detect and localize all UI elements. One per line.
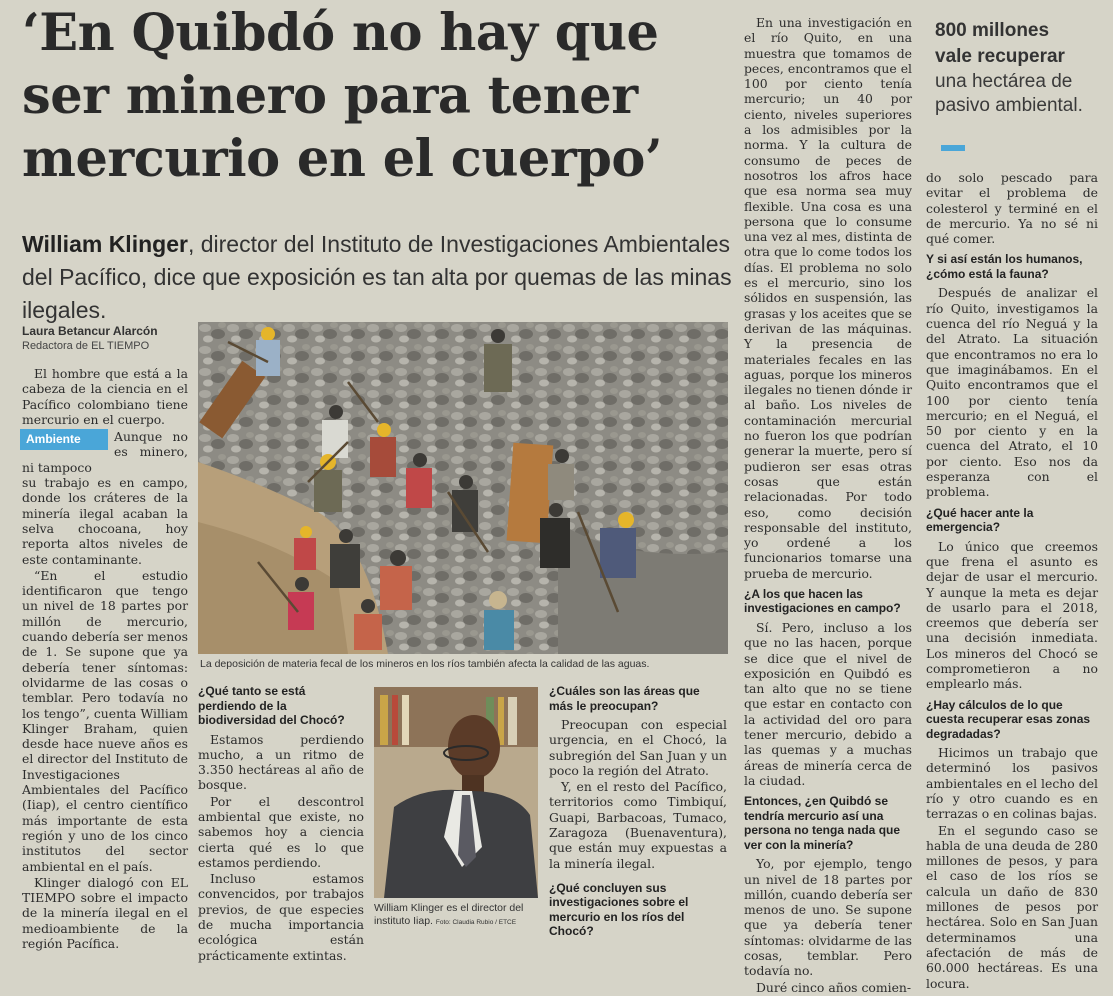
col4-answer-4: Duré cinco años comien-: [756, 979, 912, 995]
column-5: [926, 170, 1098, 992]
question-areas: ¿Cuáles son las áreas que más le preocupan?: [549, 684, 700, 713]
deck-text: , director del Instituto de Investigaciones Ambientales del Pacífico, dice que exposición es tan alta por quemas de las minas ilegales.: [22, 231, 732, 323]
col1-paragraph-1a: El hombre que está a la cabeza de la ciencia en el Pacífico colombiano tiene mercurio en el cuerpo.: [22, 366, 188, 427]
headline: [22, 2, 732, 191]
portrait-caption: [374, 902, 542, 929]
stat-accent-bar: [941, 145, 965, 151]
question-biodiversity: ¿Qué tanto se está perdiendo de la biodiversidad del Chocó?: [198, 684, 345, 727]
headline-line-2: ser minero para tener: [22, 66, 638, 126]
miners-photo-graphic: [198, 322, 728, 654]
column-2: [198, 684, 364, 964]
deck-name: William Klinger: [22, 231, 188, 257]
question-mercury-rivers: ¿Qué concluyen sus investigaciones sobre el mercurio en los ríos del Chocó?: [549, 880, 689, 939]
col2-answer-1: Estamos perdiendo mucho, a un ritmo de 3.350 hectáreas al año de bosque.: [198, 731, 364, 793]
portrait-credit: Foto: Claudia Rubio / ETCE: [435, 919, 517, 926]
question-field-researchers: ¿A los que hacen las investigaciones en campo?: [744, 586, 901, 616]
col5-answer-4: En el segundo caso se habla de una deuda de 280 millones de pesos, y para el caso de los ríos se calcula un daño de 830 millones de pesos por hectárea. Solo en San Juan determinamos una afectación de más de 60.000 hectáreas. Es una locura.: [926, 822, 1098, 991]
column-1: [22, 366, 188, 952]
question-fauna: Y si así están los humanos, ¿cómo está la fauna?: [926, 252, 1083, 281]
column-3: [549, 684, 727, 943]
column-4: [744, 15, 912, 996]
klinger-portrait-photo: [374, 687, 538, 898]
col3-answer-2: Y, en el resto del Pacífico, territorios como Timbiquí, Guapi, Barbacoas, Tumaco, Zaragoza (Buenaventura), que están muy expuestas a la minería ilegal.: [549, 779, 727, 871]
stat-amount: 800 millones: [935, 20, 1050, 41]
col4-answer-2: Sí. Pero, incluso a los que no las hacen, porque se dice que el nivel de exposición en Quibdó es tan alto que no se tiene que estar en contacto con la actividad del oro para tener mercurio, debido a las quemas y a muchas áreas de minería cerca de la ciudad.: [744, 619, 912, 788]
portrait-caption-text: William Klinger es el director del instituto Iiap.: [374, 902, 524, 927]
headline-line-1: ‘En Quibdó no hay que: [22, 3, 659, 63]
col5-answer-3: Hicimos un trabajo que determinó los pasivos ambientales en el lecho del río y otro cuando es en terrazas o en colinas bajas.: [926, 745, 1098, 822]
question-quibdo-mercury: Entonces, ¿en Quibdó se tendría mercurio así una persona no tenga nada que ver con la minería?: [744, 794, 901, 852]
stat-verb: vale recuperar: [935, 46, 1065, 67]
deck: [22, 228, 737, 327]
col5-answer-0: do solo pescado para evitar el problema de colesterol y terminé en el de mercurio. Ya no sé ni qué comer.: [926, 170, 1098, 247]
question-emergency: ¿Qué hacer ante la emergencia?: [926, 505, 1034, 535]
miners-photo: [198, 322, 728, 654]
stat-description: una hectárea de pasivo ambiental.: [935, 71, 1083, 116]
col1-paragraph-1c: su trabajo es en campo, donde los cráteres de la minería ilegal acaban la selva chocoana, hoy reporta altos niveles de este contaminante.: [22, 475, 188, 567]
col2-answer-2: Por el descontrol ambiental que existe, no sabemos hoy a ciencia cierta qué es lo que estamos perdiendo.: [198, 793, 364, 870]
col3-answer-1: Preocupan con especial urgencia, en el Chocó, la subregión del San Juan y un poco la región del Atrato.: [549, 717, 727, 778]
col5-answer-1: Después de analizar el río Quito, investigamos la cuenca del río Neguá y la del Atrato. La situación que encontramos no era lo que imaginábamos. En el Quito encontramos que el 100 por ciento tenía mercurio; en el Neguá, el 50 por ciento y en la cuenca del Atrato, el 10 por ciento. Eso nos da esperanza con el problema.: [926, 285, 1098, 500]
stat-callout: [935, 18, 1105, 118]
col4-answer-3: Yo, por ejemplo, tengo un nivel de 18 partes por millón, cuando debería ser menos de uno. Se supone que ya debería tener síntomas: olvidarme de las cosas, temblar. Pero todavía no.: [744, 856, 912, 979]
col1-paragraph-1b: Aunque no es minero, ni tampoco: [22, 429, 188, 475]
col1-paragraph-3: Klinger dialogó con EL TIEMPO sobre el impacto de la minería ilegal en el medioambiente de la región Pacífica.: [22, 874, 188, 951]
section-tag: Ambiente: [20, 429, 108, 450]
byline-role: Redactora de EL TIEMPO: [22, 340, 150, 352]
byline-author: Laura Betancur Alarcón: [22, 324, 158, 338]
col4-answer-1: En una investigación en el río Quito, en una muestra que tomamos de peces, encontramos que el 100 por ciento tenía mercurio; un 40 por ciento, niveles superiores a los admisibles por la norma. Y la cultura de consumo de peces de nosotros los afros hace que esa norma sea muy flexible. Una cosa es una persona que lo consume una vez al mes, distinta de otra que lo come todos los días. El problema no solo es el mercurio, sino los sólidos en suspensión, las grasas y los aceites que se derivan de las máquinas. Y la presencia de materiales fecales en las aguas, porque los mineros ilegales no tienen dónde ir al baño. Los niveles de contaminación mercurial no fueron los que podrían generar la muerte, pero sí pudieron ser esas otras cosas que están relacionadas. Por todo eso, como decisión responsable del instituto, yo ordené a los funcionarios tomarse una prueba de mercurio.: [744, 15, 912, 581]
miners-photo-caption: La deposición de materia fecal de los mineros en los ríos también afecta la calidad de las aguas.: [200, 658, 650, 670]
col1-paragraph-2: “En el estudio identificaron que tengo un nivel de 18 partes por millón de mercurio, cuando debería ser menos de 1. Se supone que ya debería tener síntomas: olvidarme de las cosas o temblar. Pero todavía no los tengo”, cuenta William Klinger Braham, quien desde hace nueve años es el director del Instituto de Investigaciones Ambientales del Pacífico (Iiap), el centro científico más importante de esta región y uno de los cinco institutos del sector ambiental en el país.: [22, 567, 188, 874]
headline-line-3: mercurio en el cuerpo’: [22, 129, 663, 189]
col5-answer-2: Lo único que creemos que frena el asunto es dejar de usar el mercurio. Y aunque la meta es dejar de usarlo para el 2018, creemos que debería ser una decisión inmediata. Los mineros del Chocó se comprometieron a no emplearlo más.: [926, 538, 1098, 692]
col2-answer-3: Incluso estamos convencidos, por trabajos previos, de que especies de mucha importancia ecológica están prácticamente extintas.: [198, 871, 364, 963]
question-recovery-cost: ¿Hay cálculos de lo que cuesta recuperar esas zonas degradadas?: [926, 697, 1091, 741]
klinger-portrait-graphic: [374, 687, 538, 898]
